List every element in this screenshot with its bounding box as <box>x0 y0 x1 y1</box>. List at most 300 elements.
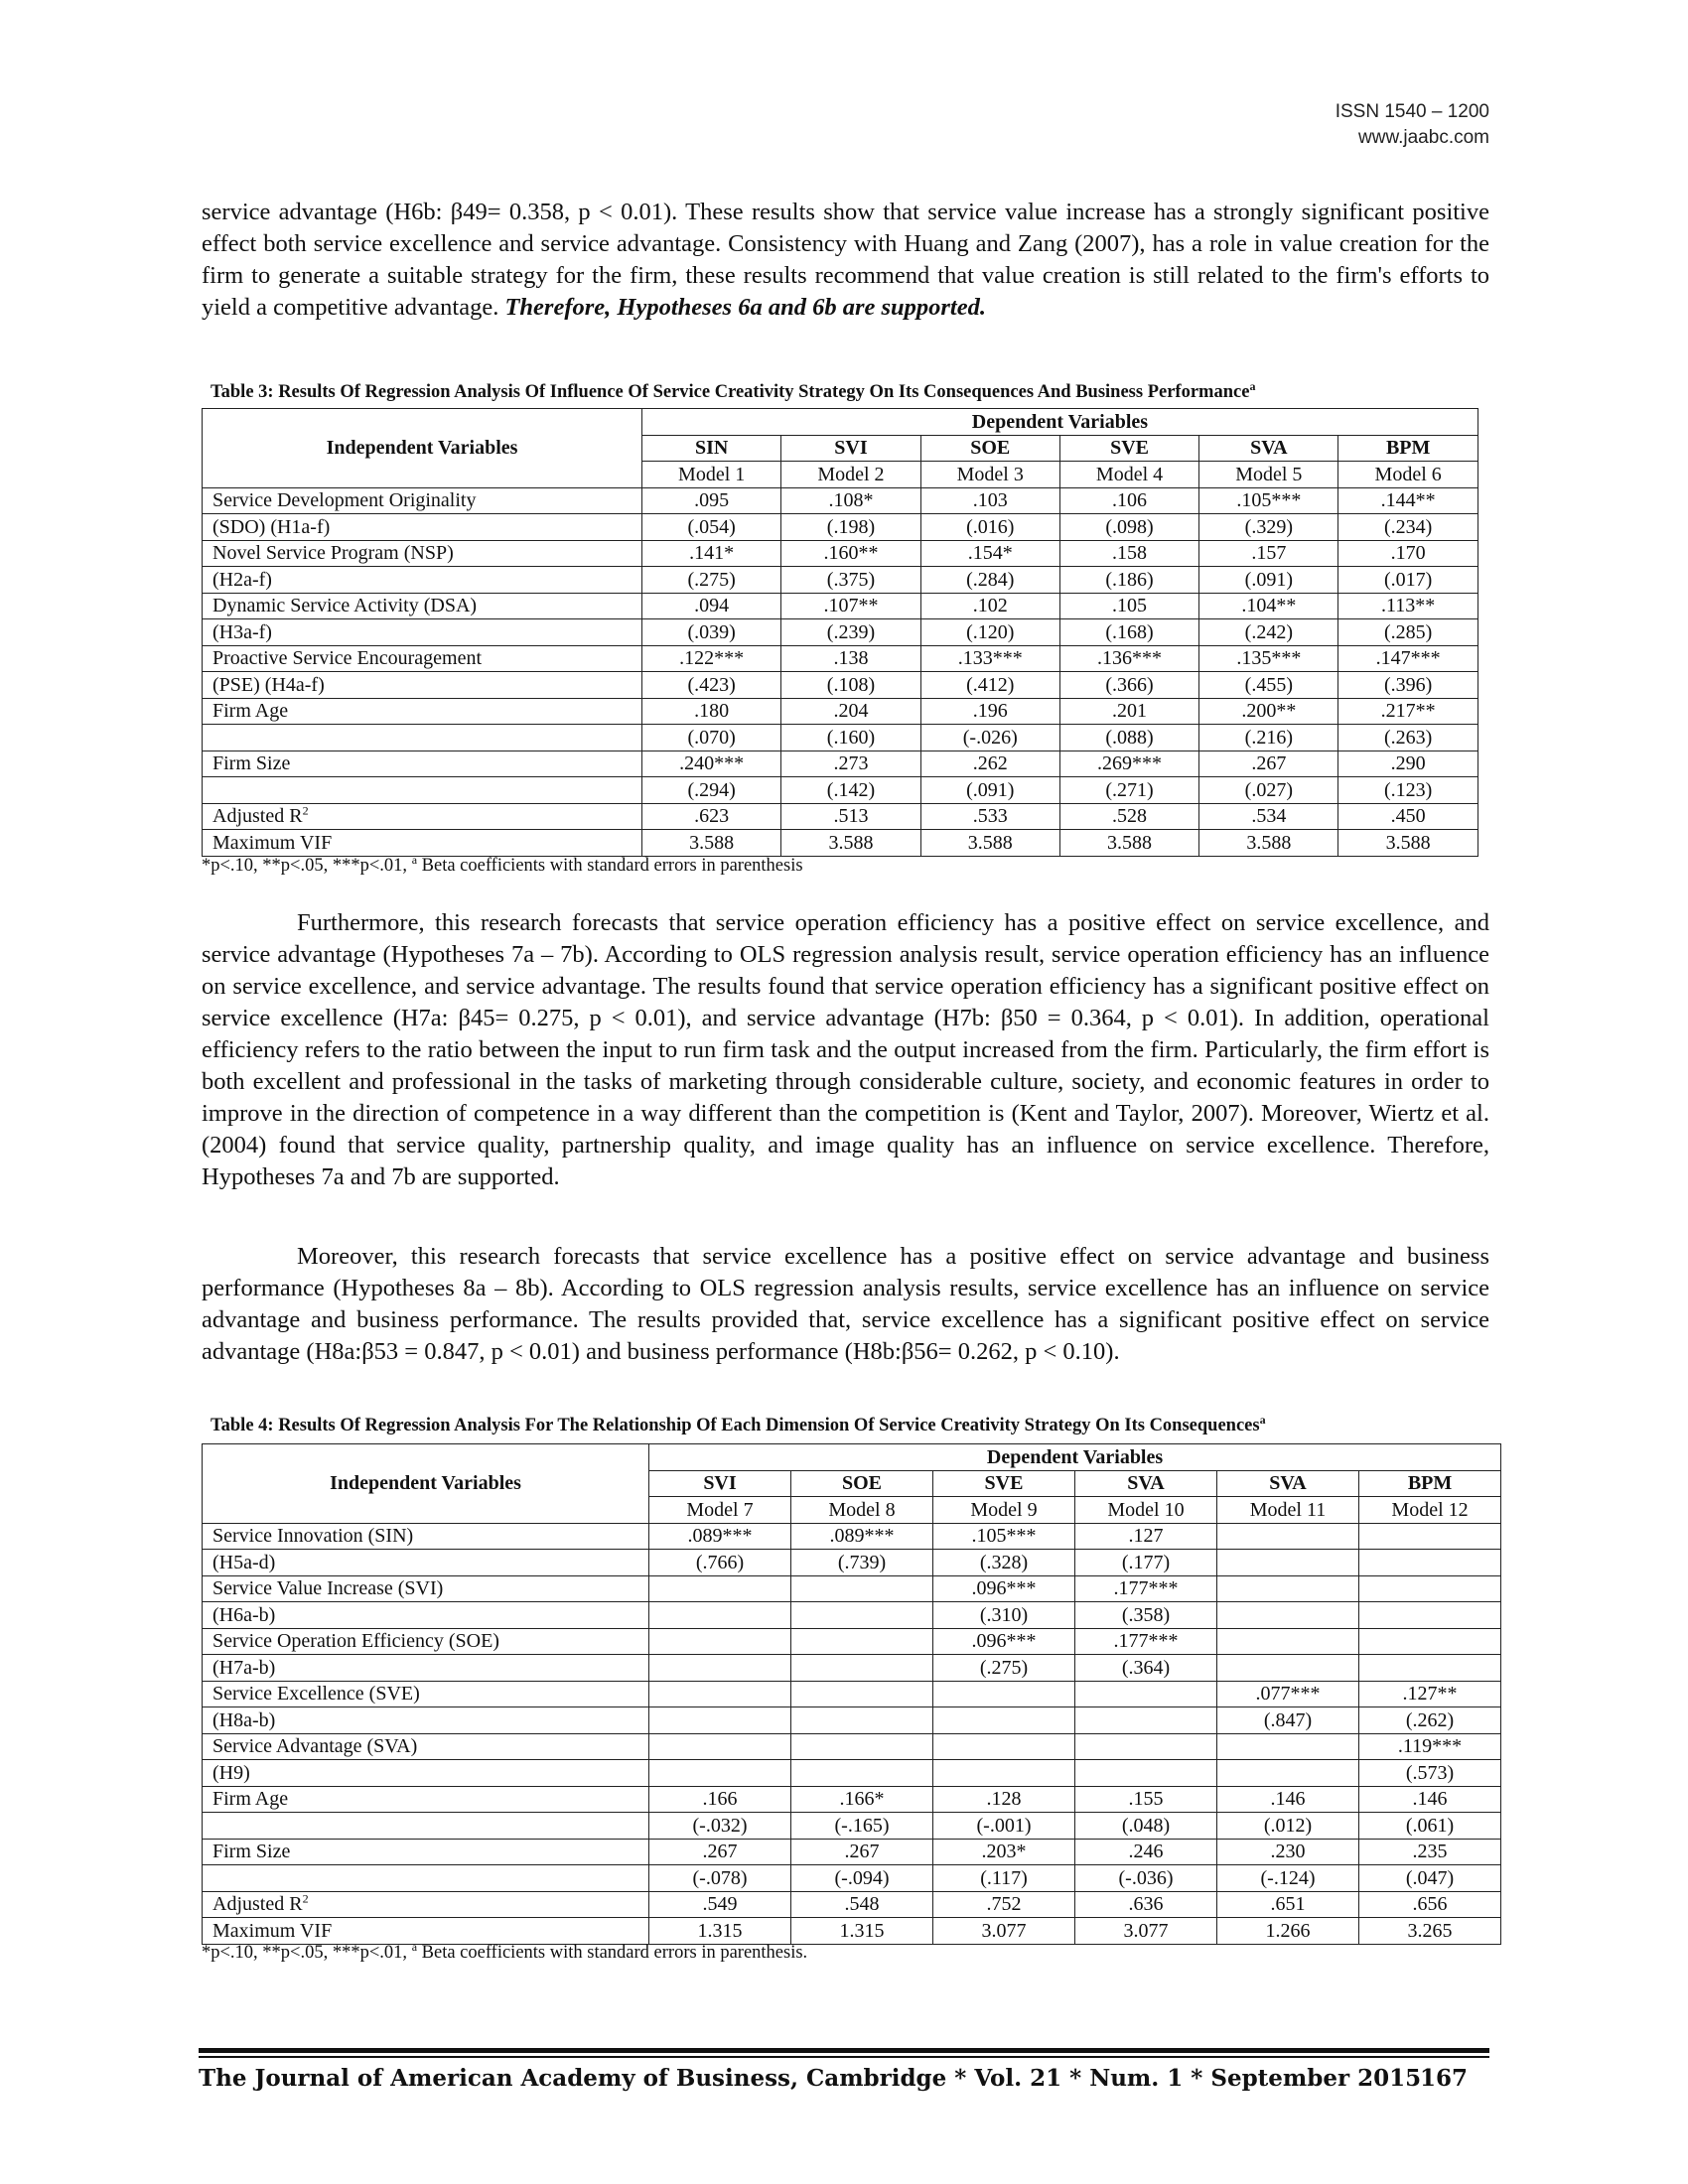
table-cell: .089*** <box>649 1523 791 1550</box>
row-label-text: Service Innovation (SIN) <box>212 1525 414 1548</box>
table3-model-label: Model 1 <box>642 462 781 488</box>
table-cell: 3.588 <box>1199 830 1338 857</box>
table-row <box>203 1523 1501 1550</box>
row-label-text: (H6a-b) <box>212 1603 276 1626</box>
table-cell: .119*** <box>1359 1733 1501 1760</box>
table-cell: (.054) <box>642 514 781 541</box>
table-cell <box>791 1602 933 1629</box>
table3-iv-header: Independent Variables <box>203 409 642 488</box>
table-cell: .170 <box>1338 540 1477 567</box>
table-cell: (-.036) <box>1075 1865 1217 1892</box>
row-label <box>203 803 642 830</box>
table3-note-sup: a <box>411 852 418 867</box>
table-cell: .094 <box>642 593 781 619</box>
row-label-text: Dynamic Service Activity (DSA) <box>212 595 478 617</box>
row-label-text: (H3a-f) <box>212 620 272 643</box>
table-cell: (.216) <box>1199 725 1338 751</box>
table-cell: (.573) <box>1359 1760 1501 1787</box>
table4-dv-col: BPM <box>1359 1470 1501 1497</box>
table-cell: .144** <box>1338 487 1477 514</box>
table3-note-prefix: *p<.10, **p<.05, ***p<.01, <box>202 856 412 876</box>
table4-caption-text: Table 4: Results Of Regression Analysis For The Relationship Of Each Dimension Of Service Creativity Strategy On Its Consequences <box>211 1416 1260 1435</box>
table-cell: (.242) <box>1199 619 1338 646</box>
table-cell: (.263) <box>1338 725 1477 751</box>
table-cell: .290 <box>1338 751 1477 777</box>
footer-rule-thin <box>199 2056 1489 2058</box>
table-cell: (.168) <box>1059 619 1198 646</box>
table-cell: .104** <box>1199 593 1338 619</box>
table-cell: .166 <box>649 1786 791 1813</box>
table-row <box>203 567 1478 594</box>
table-cell: (.310) <box>933 1602 1075 1629</box>
table-cell: (.284) <box>920 567 1059 594</box>
table4-caption <box>211 1412 1266 1436</box>
table-row <box>203 1918 1501 1945</box>
table-cell: .513 <box>781 803 920 830</box>
table-cell: .262 <box>920 751 1059 777</box>
table-cell: .177*** <box>1075 1628 1217 1655</box>
table-cell: (.275) <box>933 1655 1075 1682</box>
table-cell: .155 <box>1075 1786 1217 1813</box>
table-cell: (.366) <box>1059 672 1198 699</box>
table-cell <box>791 1707 933 1734</box>
table-row <box>203 1550 1501 1576</box>
table-cell: .651 <box>1217 1891 1359 1918</box>
table-cell: .113** <box>1338 593 1477 619</box>
table-cell: .089*** <box>791 1523 933 1550</box>
table-row <box>203 487 1478 514</box>
row-label-text: (H7a-b) <box>212 1656 276 1679</box>
paragraph-1-emphasis: Therefore, Hypotheses 6a and 6b are supported. <box>504 294 986 321</box>
row-label-text: (SDO) (H1a-f) <box>212 515 331 538</box>
page-header <box>1336 99 1489 151</box>
table-cell: .528 <box>1059 803 1198 830</box>
table-cell: 3.265 <box>1359 1918 1501 1945</box>
table-row <box>203 1602 1501 1629</box>
table-cell: .273 <box>781 751 920 777</box>
table-cell <box>1359 1550 1501 1576</box>
table4-note-prefix: *p<.10, **p<.05, ***p<.01, <box>202 1943 412 1963</box>
table-cell: .105*** <box>1199 487 1338 514</box>
table3-dv-col: SVI <box>781 435 920 462</box>
row-label <box>203 1813 649 1840</box>
table-cell: .133*** <box>920 645 1059 672</box>
table-row <box>203 1760 1501 1787</box>
table-cell: .549 <box>649 1891 791 1918</box>
table-row <box>203 1733 1501 1760</box>
table-row <box>203 619 1478 646</box>
row-label <box>203 567 642 594</box>
page-number: 167 <box>1419 2065 1468 2092</box>
table-row <box>203 1628 1501 1655</box>
table-row <box>203 1891 1501 1918</box>
row-label-sup: 2 <box>302 803 309 818</box>
table-cell <box>1075 1760 1217 1787</box>
table-cell: .204 <box>781 698 920 725</box>
table-cell: .267 <box>1199 751 1338 777</box>
table-cell: (.047) <box>1359 1865 1501 1892</box>
row-label-text: Firm Size <box>212 1841 291 1863</box>
table-row <box>203 514 1478 541</box>
table-cell: .096*** <box>933 1575 1075 1602</box>
row-label-text: Maximum VIF <box>212 1919 333 1942</box>
table-row <box>203 1681 1501 1707</box>
table-cell: (-.124) <box>1217 1865 1359 1892</box>
table-cell <box>791 1655 933 1682</box>
table-cell <box>1359 1575 1501 1602</box>
table-cell: (.239) <box>781 619 920 646</box>
table-cell <box>649 1575 791 1602</box>
table-cell: .077*** <box>1217 1681 1359 1707</box>
row-label <box>203 487 642 514</box>
table-cell: .235 <box>1359 1839 1501 1865</box>
table-row <box>203 1575 1501 1602</box>
table-cell: (.328) <box>933 1550 1075 1576</box>
table-cell: .095 <box>642 487 781 514</box>
table-cell: 3.077 <box>1075 1918 1217 1945</box>
table-cell: .146 <box>1217 1786 1359 1813</box>
table-cell: 3.588 <box>920 830 1059 857</box>
table-cell: (.070) <box>642 725 781 751</box>
table-cell: (.186) <box>1059 567 1198 594</box>
table3-model-label: Model 2 <box>781 462 920 488</box>
table-cell <box>1217 1523 1359 1550</box>
table3-dv-col: BPM <box>1338 435 1477 462</box>
table-cell: (-.078) <box>649 1865 791 1892</box>
table-row <box>203 1813 1501 1840</box>
table-cell: .147*** <box>1338 645 1477 672</box>
table4-iv-header: Independent Variables <box>203 1444 649 1524</box>
table-row <box>203 645 1478 672</box>
table-row <box>203 830 1478 857</box>
table3-model-label: Model 6 <box>1338 462 1477 488</box>
table4-dv-header: Dependent Variables <box>649 1444 1501 1471</box>
table-cell <box>1075 1707 1217 1734</box>
table-cell <box>649 1681 791 1707</box>
table-cell: (-.001) <box>933 1813 1075 1840</box>
paragraph-1 <box>202 197 1489 324</box>
table-cell: .534 <box>1199 803 1338 830</box>
table-cell: 3.077 <box>933 1918 1075 1945</box>
table4-dv-col: SVA <box>1075 1470 1217 1497</box>
table-cell: .138 <box>781 645 920 672</box>
table-cell: (.091) <box>1199 567 1338 594</box>
row-label <box>203 777 642 804</box>
table-cell: (.275) <box>642 567 781 594</box>
table4-model-label: Model 9 <box>933 1497 1075 1524</box>
table-cell: .105 <box>1059 593 1198 619</box>
table-cell: .127 <box>1075 1523 1217 1550</box>
table-cell: 1.315 <box>649 1918 791 1945</box>
table-cell <box>1217 1628 1359 1655</box>
table-cell: .105*** <box>933 1523 1075 1550</box>
table-cell: (.017) <box>1338 567 1477 594</box>
table4-model-label: Model 11 <box>1217 1497 1359 1524</box>
row-label <box>203 619 642 646</box>
row-label <box>203 1891 649 1918</box>
row-label <box>203 725 642 751</box>
row-label <box>203 1786 649 1813</box>
table4-model-label: Model 10 <box>1075 1497 1217 1524</box>
table-cell: (.364) <box>1075 1655 1217 1682</box>
row-label <box>203 672 642 699</box>
row-label <box>203 830 642 857</box>
table-cell: .106 <box>1059 487 1198 514</box>
table-cell: 1.315 <box>791 1918 933 1945</box>
table-cell: (.061) <box>1359 1813 1501 1840</box>
table-cell: (-.165) <box>791 1813 933 1840</box>
table-cell: (.160) <box>781 725 920 751</box>
table-row <box>203 803 1478 830</box>
row-label <box>203 1575 649 1602</box>
row-label-text: Novel Service Program (NSP) <box>212 542 454 565</box>
table-cell: (.091) <box>920 777 1059 804</box>
table4-dv-col: SVI <box>649 1470 791 1497</box>
table-cell: .246 <box>1075 1839 1217 1865</box>
table-cell: (.329) <box>1199 514 1338 541</box>
row-label <box>203 751 642 777</box>
table-row <box>203 698 1478 725</box>
row-label-text: (H9) <box>212 1761 250 1784</box>
table4-note-sup: a <box>411 1939 418 1954</box>
table-cell: .154* <box>920 540 1059 567</box>
table-cell: .548 <box>791 1891 933 1918</box>
table-cell: .230 <box>1217 1839 1359 1865</box>
table3-caption-text: Table 3: Results Of Regression Analysis Of Influence Of Service Creativity Strategy On Its Consequences And Business Performance <box>211 382 1250 402</box>
table-cell: (.375) <box>781 567 920 594</box>
table-cell <box>791 1733 933 1760</box>
table4-model-label: Model 7 <box>649 1497 791 1524</box>
table-row <box>203 540 1478 567</box>
row-label-text: Firm Age <box>212 1788 289 1811</box>
table-cell: .096*** <box>933 1628 1075 1655</box>
row-label-text: Firm Age <box>212 700 289 723</box>
table4-dv-col: SOE <box>791 1470 933 1497</box>
table-cell: .636 <box>1075 1891 1217 1918</box>
table-cell: (.412) <box>920 672 1059 699</box>
table-cell: .122*** <box>642 645 781 672</box>
row-label <box>203 1602 649 1629</box>
row-label <box>203 1550 649 1576</box>
row-label <box>203 1733 649 1760</box>
table-cell: 3.588 <box>642 830 781 857</box>
table-cell: (.455) <box>1199 672 1338 699</box>
row-label <box>203 1839 649 1865</box>
table-cell <box>1075 1733 1217 1760</box>
table-cell <box>1217 1655 1359 1682</box>
table3-note-suffix: Beta coefficients with standard errors in parenthesis <box>417 856 803 876</box>
table-cell: (.198) <box>781 514 920 541</box>
row-label-text: Service Operation Efficiency (SOE) <box>212 1630 499 1653</box>
table3-caption-sup: a <box>1249 378 1256 393</box>
table-cell <box>1217 1575 1359 1602</box>
row-label-text: Service Development Originality <box>212 489 477 512</box>
table-cell: .623 <box>642 803 781 830</box>
table-cell: (-.026) <box>920 725 1059 751</box>
table-cell: 3.588 <box>781 830 920 857</box>
table3-dv-col: SVA <box>1199 435 1338 462</box>
table-cell: .203* <box>933 1839 1075 1865</box>
table-cell: 3.588 <box>1338 830 1477 857</box>
table-row <box>203 1707 1501 1734</box>
paragraph-1-text: service advantage (H6b: β49= 0.358, p < 0.01). These results show that service value increase has a strongly significant positive effect both service excellence and service advantage. Consistency with Huang and Zang (2007), has a role in value creation for the firm to generate a suitable strategy for the firm, these results recommend that value creation is still related to the firm's efforts to yield a competitive advantage. <box>202 199 1489 321</box>
table-cell: .217** <box>1338 698 1477 725</box>
table-cell <box>1359 1523 1501 1550</box>
table-cell <box>649 1707 791 1734</box>
footer-rule <box>199 2048 1489 2053</box>
table-cell <box>791 1760 933 1787</box>
table-cell: .107** <box>781 593 920 619</box>
table-cell: (-.032) <box>649 1813 791 1840</box>
table-cell <box>1075 1681 1217 1707</box>
table-cell: (.766) <box>649 1550 791 1576</box>
table-cell: (.016) <box>920 514 1059 541</box>
table3-model-label: Model 4 <box>1059 462 1198 488</box>
table3-note <box>202 852 803 877</box>
table-cell: .103 <box>920 487 1059 514</box>
table-cell <box>1359 1655 1501 1682</box>
table-cell: (.117) <box>933 1865 1075 1892</box>
table-cell <box>649 1655 791 1682</box>
row-label <box>203 1681 649 1707</box>
row-label-text: Maximum VIF <box>212 831 333 854</box>
table-cell: .157 <box>1199 540 1338 567</box>
row-label-text: Service Value Increase (SVI) <box>212 1577 444 1600</box>
table-cell: (.177) <box>1075 1550 1217 1576</box>
table4-note-suffix: Beta coefficients with standard errors in parenthesis. <box>417 1943 808 1963</box>
paragraph-3: Moreover, this research forecasts that service excellence has a positive effect on service advantage and business performance (Hypotheses 8a – 8b). According to OLS regression analysis results, service excellence has an influence on service advantage and business performance. The results provided that, service excellence has a significant positive effect on service advantage (H8a:β53 = 0.847, p < 0.01) and business performance (H8b:β56= 0.262, p < 0.10). <box>202 1243 1489 1365</box>
table-cell <box>1359 1602 1501 1629</box>
row-label-text: (PSE) (H4a-f) <box>212 673 325 696</box>
table-cell: .450 <box>1338 803 1477 830</box>
row-label <box>203 540 642 567</box>
row-label-text: Service Advantage (SVA) <box>212 1735 418 1758</box>
table4-model-label: Model 12 <box>1359 1497 1501 1524</box>
table-cell: (.039) <box>642 619 781 646</box>
row-label <box>203 698 642 725</box>
row-label <box>203 1865 649 1892</box>
row-label <box>203 1655 649 1682</box>
table-cell: .166* <box>791 1786 933 1813</box>
table-cell: .136*** <box>1059 645 1198 672</box>
table-cell: .135*** <box>1199 645 1338 672</box>
table-cell <box>1217 1733 1359 1760</box>
table4-note <box>202 1939 808 1964</box>
table-cell <box>1217 1602 1359 1629</box>
table-cell: .177*** <box>1075 1575 1217 1602</box>
row-label-text: Adjusted R <box>212 1893 303 1916</box>
table-cell: (.123) <box>1338 777 1477 804</box>
table-cell <box>1359 1628 1501 1655</box>
table-cell: (.262) <box>1359 1707 1501 1734</box>
table-cell: .158 <box>1059 540 1198 567</box>
table4-caption-sup: a <box>1259 1412 1266 1427</box>
table-row <box>203 1655 1501 1682</box>
row-label <box>203 1707 649 1734</box>
table3-model-label: Model 5 <box>1199 462 1338 488</box>
table-cell <box>933 1733 1075 1760</box>
table-cell: (.012) <box>1217 1813 1359 1840</box>
table-cell: .196 <box>920 698 1059 725</box>
row-label-text: (H2a-f) <box>212 568 272 591</box>
table-cell: .141* <box>642 540 781 567</box>
table-cell <box>649 1602 791 1629</box>
table-cell <box>1217 1760 1359 1787</box>
table-cell: .267 <box>791 1839 933 1865</box>
row-label-text: Proactive Service Encouragement <box>212 647 482 670</box>
table-row <box>203 1786 1501 1813</box>
table-cell: (.234) <box>1338 514 1477 541</box>
row-label-text: Service Excellence (SVE) <box>212 1683 420 1706</box>
table-cell: (.120) <box>920 619 1059 646</box>
row-label-text: Firm Size <box>212 752 291 775</box>
table-cell: .240*** <box>642 751 781 777</box>
table-cell: .127** <box>1359 1681 1501 1707</box>
issn: ISSN 1540 – 1200 <box>1335 101 1489 122</box>
table-row <box>203 1865 1501 1892</box>
journal-citation: The Journal of American Academy of Business, Cambridge * Vol. 21 * Num. 1 * September 2015 <box>199 2065 1422 2092</box>
table-cell: (.294) <box>642 777 781 804</box>
table-cell <box>933 1681 1075 1707</box>
table-cell: (.285) <box>1338 619 1477 646</box>
table3-dv-col: SVE <box>1059 435 1198 462</box>
row-label <box>203 645 642 672</box>
table3-caption <box>211 378 1256 403</box>
table-row <box>203 751 1478 777</box>
row-label <box>203 1523 649 1550</box>
table-cell <box>1217 1550 1359 1576</box>
table4-dv-col: SVA <box>1217 1470 1359 1497</box>
row-label <box>203 1628 649 1655</box>
table3-dv-col: SOE <box>920 435 1059 462</box>
table-cell: 3.588 <box>1059 830 1198 857</box>
row-label <box>203 1760 649 1787</box>
table-cell: (.048) <box>1075 1813 1217 1840</box>
row-label-sup: 2 <box>302 1891 309 1906</box>
table-cell <box>649 1760 791 1787</box>
paragraph-2: Furthermore, this research forecasts that service operation efficiency has a positive effect on service excellence, and service advantage (Hypotheses 7a – 7b). According to OLS regression analysis result, service operation efficiency has an influence on service excellence, and service advantage. The results found that service operation efficiency has a significant positive effect on service excellence (H7a: β45= 0.275, p < 0.01), and service advantage (H7b: β50 = 0.364, p < 0.01). In addition, operational efficiency refers to the ratio between the input to run firm task and the output increased from the firm. Particularly, the firm effort is both excellent and professional in the tasks of marketing through considerable culture, society, and economic features in order to improve in the direction of competence in a way different than the competition is (Kent and Taylor, 2007). Moreover, Wiertz et al. (2004) found that service quality, partnership quality, and image quality has an influence on service excellence. Therefore, Hypotheses 7a and 7b are supported. <box>202 909 1489 1190</box>
table-cell <box>791 1681 933 1707</box>
table-cell: (.098) <box>1059 514 1198 541</box>
table-cell: (.271) <box>1059 777 1198 804</box>
table-row <box>203 777 1478 804</box>
table-cell: .160** <box>781 540 920 567</box>
table-cell: .180 <box>642 698 781 725</box>
table-cell: .269*** <box>1059 751 1198 777</box>
table3 <box>202 408 1478 857</box>
website: www.jaabc.com <box>1358 127 1489 148</box>
table-cell: .200** <box>1199 698 1338 725</box>
row-label <box>203 1918 649 1945</box>
table-cell <box>933 1707 1075 1734</box>
table-cell: .108* <box>781 487 920 514</box>
table-cell: (.847) <box>1217 1707 1359 1734</box>
table-cell: (.027) <box>1199 777 1338 804</box>
table-row <box>203 672 1478 699</box>
table-cell: .533 <box>920 803 1059 830</box>
table-cell: (.739) <box>791 1550 933 1576</box>
table-cell <box>791 1628 933 1655</box>
table-cell: .146 <box>1359 1786 1501 1813</box>
table3-dv-col: SIN <box>642 435 781 462</box>
table4 <box>202 1443 1501 1945</box>
table-cell: .102 <box>920 593 1059 619</box>
row-label-text: (H8a-b) <box>212 1708 276 1731</box>
table-cell: (.108) <box>781 672 920 699</box>
table-cell: (.358) <box>1075 1602 1217 1629</box>
table-cell: (.088) <box>1059 725 1198 751</box>
table-cell: .128 <box>933 1786 1075 1813</box>
